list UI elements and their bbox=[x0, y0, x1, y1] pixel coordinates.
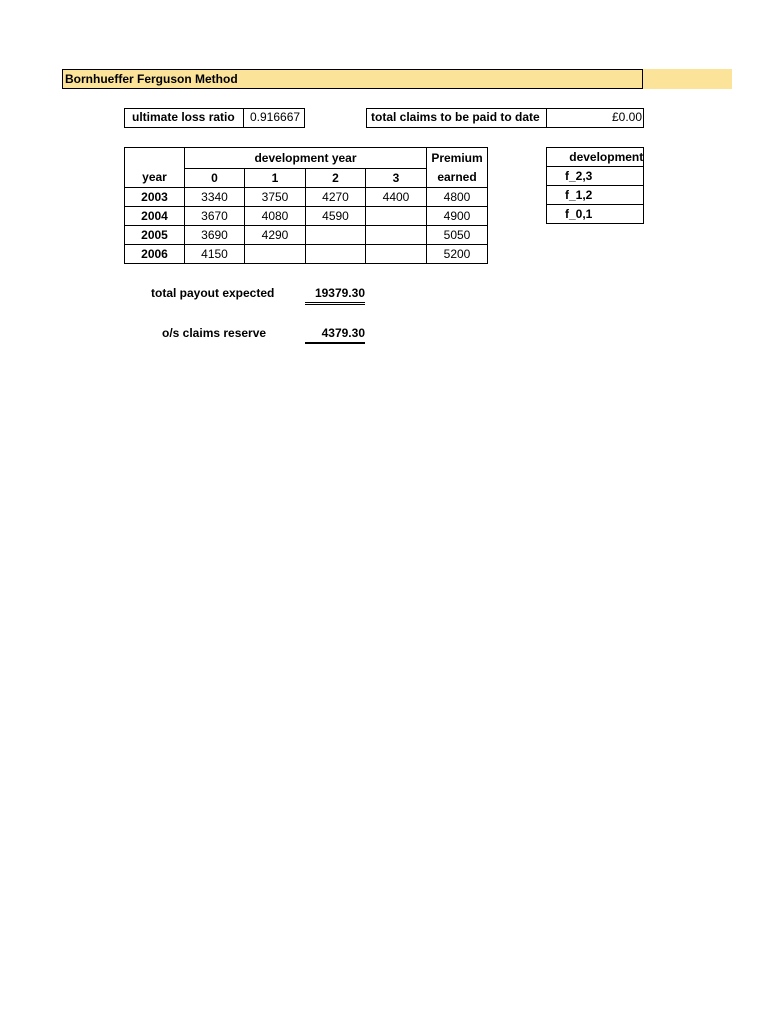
sheet-title[interactable]: Bornhueffer Ferguson Method bbox=[62, 69, 643, 89]
total-payout-label[interactable]: total payout expected bbox=[151, 286, 275, 300]
row-year[interactable]: 2006 bbox=[125, 244, 185, 263]
row-year[interactable]: 2004 bbox=[125, 206, 185, 225]
dev-col-2[interactable]: 2 bbox=[306, 168, 366, 187]
claim-cell[interactable] bbox=[306, 225, 366, 244]
claim-cell[interactable]: 4590 bbox=[306, 206, 366, 225]
dev-factor-item[interactable]: f_1,2 bbox=[547, 186, 644, 205]
total-payout-value[interactable]: 19379.30 bbox=[305, 286, 365, 305]
dev-factor-item[interactable]: f_2,3 bbox=[547, 167, 644, 186]
claim-cell[interactable]: 3750 bbox=[245, 187, 306, 206]
corner-cell[interactable] bbox=[125, 148, 185, 169]
claim-cell[interactable] bbox=[306, 244, 366, 263]
claim-cell[interactable]: 4400 bbox=[366, 187, 427, 206]
premium-cell[interactable]: 4900 bbox=[427, 206, 488, 225]
table-row bbox=[125, 244, 488, 263]
claim-cell[interactable] bbox=[366, 244, 427, 263]
total-claims-label[interactable]: total claims to be paid to date bbox=[366, 108, 547, 128]
dev-year-header[interactable]: development year bbox=[185, 148, 427, 169]
row-year[interactable]: 2003 bbox=[125, 187, 185, 206]
os-claims-reserve-value[interactable]: 4379.30 bbox=[305, 326, 365, 344]
claim-cell[interactable] bbox=[245, 244, 306, 263]
dev-factors-header[interactable]: development bbox=[547, 148, 644, 167]
claim-cell[interactable] bbox=[366, 206, 427, 225]
dev-col-1[interactable]: 1 bbox=[245, 168, 306, 187]
claim-cell[interactable]: 3690 bbox=[185, 225, 245, 244]
claim-cell[interactable]: 3340 bbox=[185, 187, 245, 206]
claim-cell[interactable]: 4080 bbox=[245, 206, 306, 225]
dev-col-3[interactable]: 3 bbox=[366, 168, 427, 187]
claim-cell[interactable]: 3670 bbox=[185, 206, 245, 225]
year-header[interactable]: year bbox=[125, 168, 185, 187]
development-factors-table bbox=[546, 147, 643, 224]
ultimate-loss-ratio-value[interactable]: 0.916667 bbox=[243, 108, 305, 128]
claim-cell[interactable]: 4290 bbox=[245, 225, 306, 244]
premium-cell[interactable]: 5050 bbox=[427, 225, 488, 244]
ultimate-loss-ratio-label[interactable]: ultimate loss ratio bbox=[124, 108, 244, 128]
table-row bbox=[125, 225, 488, 244]
total-claims-value[interactable]: £0.00 bbox=[546, 108, 644, 128]
dev-table-clip-edge bbox=[643, 147, 644, 224]
claims-triangle-table bbox=[124, 147, 488, 264]
premium-header-top[interactable]: Premium bbox=[427, 148, 488, 169]
premium-cell[interactable]: 5200 bbox=[427, 244, 488, 263]
claim-cell[interactable] bbox=[366, 225, 427, 244]
table-row bbox=[125, 206, 488, 225]
premium-cell[interactable]: 4800 bbox=[427, 187, 488, 206]
claim-cell[interactable]: 4150 bbox=[185, 244, 245, 263]
title-fill-extension bbox=[643, 69, 732, 89]
dev-factor-item[interactable]: f_0,1 bbox=[547, 205, 644, 224]
claim-cell[interactable]: 4270 bbox=[306, 187, 366, 206]
dev-col-0[interactable]: 0 bbox=[185, 168, 245, 187]
premium-header-bottom[interactable]: earned bbox=[427, 168, 488, 187]
os-claims-reserve-label[interactable]: o/s claims reserve bbox=[162, 326, 267, 340]
table-row bbox=[125, 187, 488, 206]
row-year[interactable]: 2005 bbox=[125, 225, 185, 244]
